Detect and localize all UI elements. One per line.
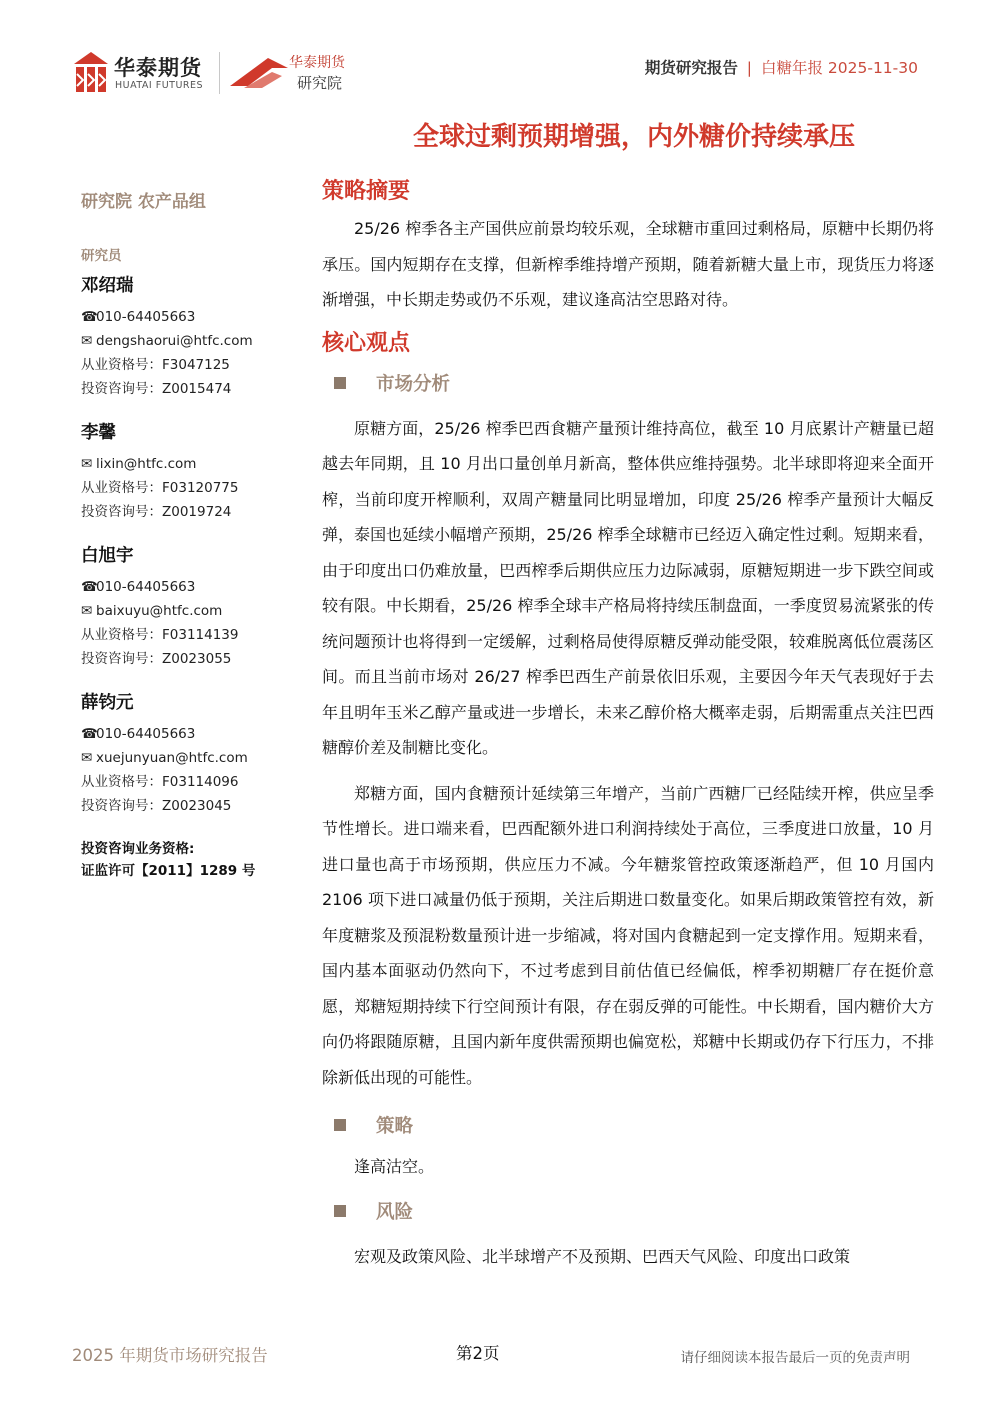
meta-separator: | xyxy=(746,59,753,77)
envelope-icon: ✉ xyxy=(81,750,93,766)
analyst-card xyxy=(81,689,301,818)
envelope-icon: ✉ xyxy=(81,456,93,472)
institute-name: 华泰期货 xyxy=(289,55,345,71)
bullet-square-icon xyxy=(334,1205,346,1217)
page-title: 全球过剩预期增强，内外糖价持续承压 xyxy=(412,122,855,152)
subsection-strategy xyxy=(322,1107,934,1143)
analyst-phone: ☎010-64405663 xyxy=(81,722,301,746)
analyst-name: 邓绍瑞 xyxy=(81,276,134,296)
investment-consulting-number: 投资咨询号：Z0023055 xyxy=(81,651,232,667)
analyst-phone: ☎010-64405663 xyxy=(81,575,301,599)
section-heading-core: 核心观点 xyxy=(322,330,411,356)
institute-subname: 研究院 xyxy=(297,74,343,92)
report-type: 期货研究报告 xyxy=(644,59,738,77)
analyst-name: 薛钧元 xyxy=(81,693,134,713)
analyst-email[interactable]: ✉ lixin@htfc.com xyxy=(81,452,301,476)
qualification-number: 从业资格号：F3047125 xyxy=(81,357,230,373)
subsection-title: 风险 xyxy=(376,1201,414,1223)
qualification-number: 从业资格号：F03120775 xyxy=(81,480,239,496)
envelope-icon: ✉ xyxy=(81,603,93,619)
logo-divider xyxy=(219,52,220,94)
subsection-market xyxy=(322,365,934,401)
page-number: 第2页 xyxy=(456,1344,500,1363)
analyst-card xyxy=(81,272,301,401)
qualification-number: 从业资格号：F03114139 xyxy=(81,627,239,643)
license-label: 投资咨询业务资格: xyxy=(81,841,195,857)
license-value: 证监许可【2011】1289 号 xyxy=(81,863,256,879)
market-paragraph-zce-sugar: 郑糖方面，国内食糖预计延续第三年增产，当前广西糖厂已经陆续开榨，供应呈季节性增长。进口端来看，巴西配额外进口利润持续处于高位，三季度进口放量，10 月进口量也高于市场预期，供应压力不减。今年糖浆管控政策逐渐趋严，但 10 月国内 2106 项下进口减量仍低于预期，关注后期进口数量变化。如果后期政策管控有效，新年度糖浆及预混粉数量预计进一步缩减，将对国内食糖起到一定支撑作用。短期来看，国内基本面驱动仍然向下，不过考虑到目前估值已经偏低，榨季初期糖厂存在挺价意愿，郑糖短期持续下行空间预计有限，存在弱反弹的可能性。中长期看，国内糖价大方向仍将跟随原糖，且国内新年度供需预期也偏宽松，郑糖中长期或仍存下行压力，不排除新低出现的可能性。 xyxy=(322,783,934,1087)
subsection-title: 策略 xyxy=(376,1116,414,1137)
report-date: 2025-11-30 xyxy=(827,59,918,77)
subsection-risk xyxy=(322,1193,934,1229)
analyst-sidebar xyxy=(81,185,301,882)
department-label: 研究院 农产品组 xyxy=(81,192,206,212)
phone-icon: ☎ xyxy=(81,579,98,595)
bullet-square-icon xyxy=(334,377,346,389)
role-label: 研究员 xyxy=(81,248,122,264)
phone-icon: ☎ xyxy=(81,309,98,325)
huatai-logo-icon xyxy=(74,52,108,92)
report-body xyxy=(322,174,934,1274)
report-meta xyxy=(645,56,918,78)
disclaimer-note: 请仔细阅读本报告最后一页的免责声明 xyxy=(680,1350,910,1366)
subsection-title: 市场分析 xyxy=(376,373,451,395)
analyst-email[interactable]: ✉ baixuyu@htfc.com xyxy=(81,599,301,623)
summary-paragraph: 25/26 榨季各主产国供应前景均较乐观，全球糖市重回过剩格局，原糖中长期仍将承压。国内短期存在支撑，但新榨季维持增产预期，随着新糖大量上市，现货压力将逐渐增强，中长期走势或仍不乐观，建议逢高沽空思路对待。 xyxy=(322,219,934,309)
page-footer xyxy=(0,1336,992,1376)
section-heading-summary: 策略摘要 xyxy=(322,179,411,204)
company-name-en: HUATAI FUTURES xyxy=(115,80,204,91)
investment-consulting-number: 投资咨询号：Z0023045 xyxy=(81,798,232,814)
market-paragraph-raw-sugar: 原糖方面，25/26 榨季巴西食糖产量预计维持高位，截至 10 月底累计产糖量已超越去年同期，且 10 月出口量创单月新高，整体供应维持强势。北半球即将迎来全面开榨，当前印度开榨顺利，双周产糖量同比明显增加，印度 25/26 榨季产量预计大幅反弹，泰国也延续小幅增产预期，25/26 榨季全球糖市已经迈入确定性过剩。短期来看，由于印度出口仍难放量，巴西榨季后期供应压力边际减弱，原糖短期进一步下跌空间或较有限。中长期看，25/26 榨季全球丰产格局将持续压制盘面，一季度贸易流紧张的传统问题预计也将得到一定缓解，过剩格局使得原糖反弹动能受限，较难脱离低位震荡区间。而且当前市场对 26/27 榨季巴西生产前景依旧乐观，主要因今年天气表现好于去年且明年玉米乙醇产量或进一步增长，未来乙醇价格大概率走弱，后期需重点关注巴西糖醇价差及制糖比变化。 xyxy=(322,418,934,757)
bullet-square-icon xyxy=(334,1119,346,1131)
analyst-name: 白旭宇 xyxy=(81,546,134,566)
page-header xyxy=(0,0,992,110)
investment-consulting-number: 投资咨询号：Z0015474 xyxy=(81,381,232,397)
analyst-phone: ☎010-64405663 xyxy=(81,305,301,329)
analyst-email[interactable]: ✉ xuejunyuan@htfc.com xyxy=(81,746,301,770)
strategy-text: 逢高沽空。 xyxy=(354,1157,435,1176)
footer-report-name: 2025 年期货市场研究报告 xyxy=(72,1346,268,1365)
analyst-email[interactable]: ✉ dengshaorui@htfc.com xyxy=(81,329,301,353)
phone-icon: ☎ xyxy=(81,726,98,742)
analyst-card xyxy=(81,542,301,671)
investment-consulting-number: 投资咨询号：Z0019724 xyxy=(81,504,232,520)
institute-logo-icon xyxy=(228,54,290,90)
company-name-cn: 华泰期货 xyxy=(114,56,202,80)
analyst-card xyxy=(81,419,301,524)
analyst-name: 李馨 xyxy=(81,423,116,443)
risk-text: 宏观及政策风险、北半球增产不及预期、巴西天气风险、印度出口政策 xyxy=(354,1246,851,1266)
qualification-number: 从业资格号：F03114096 xyxy=(81,774,239,790)
envelope-icon: ✉ xyxy=(81,333,93,349)
report-title: 白糖年报 xyxy=(760,59,823,77)
